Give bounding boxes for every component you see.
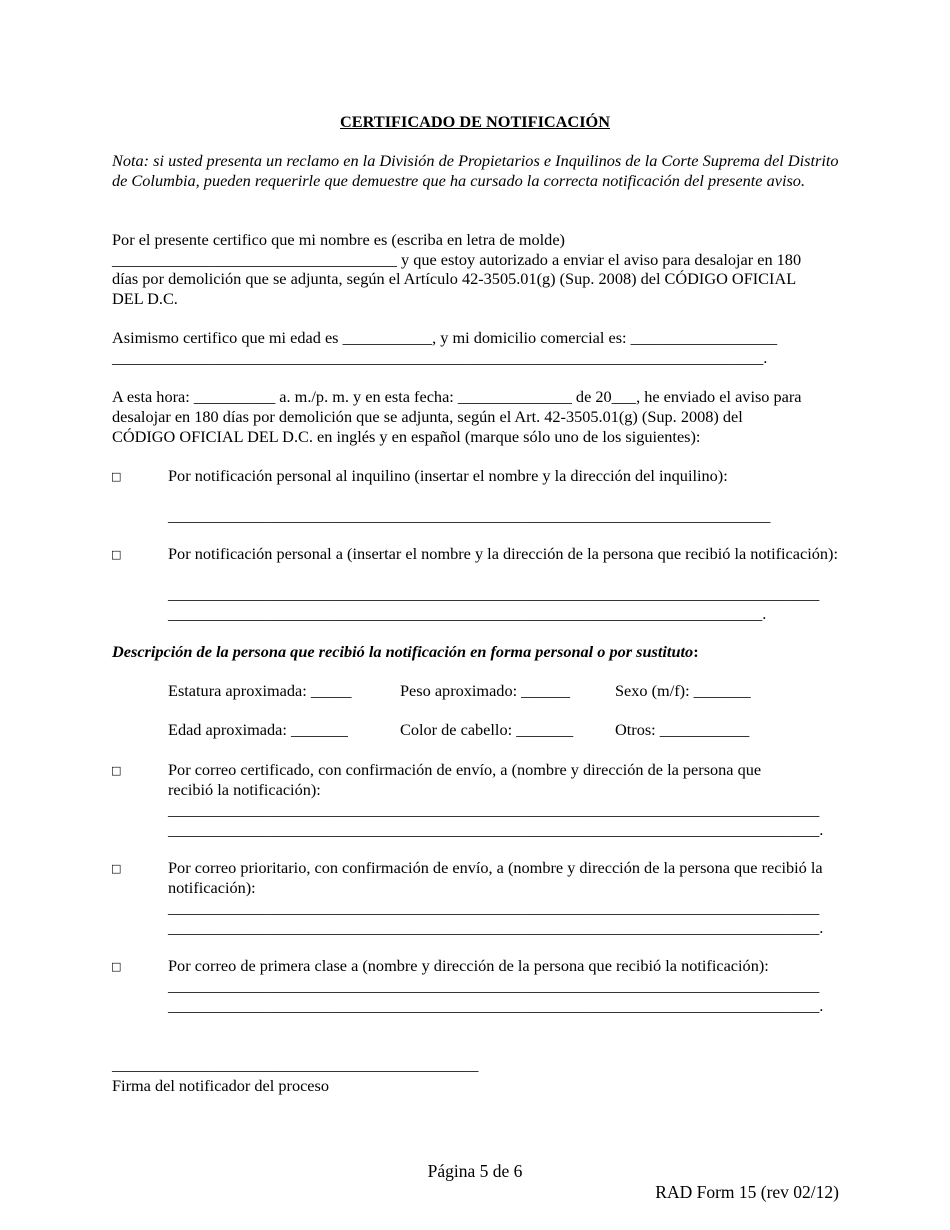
option-first-class-mail-blank-1: ________________________________________________________________________________ <box>168 976 820 995</box>
field-estatura: Estatura aproximada: _____ <box>168 681 352 700</box>
option-first-class-mail-blank-2: ________________________________________________________________________________. <box>168 996 824 1015</box>
time-date-line-2: desalojar en 180 días por demolición que se adjunta, según el Art. 42-3505.01(g) (Sup. 2008) del <box>112 407 743 426</box>
certify-name-line-4: DEL D.C. <box>112 289 178 308</box>
option-personal-tenant-label: Por notificación personal al inquilino (insertar el nombre y la dirección del inquilino): <box>168 466 728 485</box>
option-personal-other-blank-2: _________________________________________________________________________. <box>168 604 767 623</box>
checkbox-certified-mail[interactable]: □ <box>111 764 122 777</box>
page-number: Página 5 de 6 <box>427 1161 523 1181</box>
signature-label: Firma del notificador del proceso <box>112 1076 330 1095</box>
certify-age-line-2: ________________________________________________________________________________. <box>112 348 768 367</box>
field-sexo: Sexo (m/f): _______ <box>615 681 751 700</box>
option-personal-other-label: Por notificación personal a (insertar el nombre y la dirección de la persona que recibió la notificación): <box>168 544 838 563</box>
certify-name-line-2: ___________________________________ y que estoy autorizado a enviar el aviso para desalojar en 180 <box>112 250 802 269</box>
description-heading-text: Descripción de la persona que recibió la notificación en forma personal o por sustituto <box>112 642 694 661</box>
option-personal-tenant-blank: __________________________________________________________________________ <box>168 506 771 525</box>
description-heading <box>112 642 699 662</box>
form-id: RAD Form 15 (rev 02/12) <box>655 1182 839 1202</box>
field-peso: Peso aproximado: ______ <box>400 681 571 700</box>
field-otros: Otros: ___________ <box>615 720 750 739</box>
time-date-line-3: CÓDIGO OFICIAL DEL D.C. en inglés y en español (marque sólo uno de los siguientes): <box>112 427 701 446</box>
checkbox-personal-other[interactable]: □ <box>111 548 122 561</box>
option-priority-mail-blank-1: ________________________________________________________________________________ <box>168 898 820 917</box>
certify-age-line-1: Asimismo certifico que mi edad es ___________, y mi domicilio comercial es: __________________ <box>112 328 778 347</box>
note-paragraph: Nota: si usted presenta un reclamo en la División de Propietarios e Inquilinos de la Corte Suprema del Distrito de Columbia, pueden requerirle que demuestre que ha cursado la correcta notificación del presente aviso. <box>112 151 839 190</box>
description-heading-colon: : <box>693 642 699 661</box>
field-cabello: Color de cabello: _______ <box>400 720 574 739</box>
time-date-line-1: A esta hora: __________ a. m./p. m. y en esta fecha: ______________ de 20___, he enviado el aviso para <box>112 387 802 406</box>
option-priority-mail-blank-2: ________________________________________________________________________________. <box>168 918 824 937</box>
checkbox-priority-mail[interactable]: □ <box>111 862 122 875</box>
certify-name-line-1: Por el presente certifico que mi nombre es (escriba en letra de molde) <box>112 230 565 249</box>
checkbox-personal-tenant[interactable]: □ <box>111 470 122 483</box>
signature-line: _____________________________________________ <box>112 1055 479 1074</box>
option-priority-mail-label: Por correo prioritario, con confirmación de envío, a (nombre y dirección de la persona que recibió la notificación): <box>168 858 823 897</box>
field-edad: Edad aproximada: _______ <box>168 720 348 739</box>
option-certified-mail-label: Por correo certificado, con confirmación de envío, a (nombre y dirección de la persona que recibió la notificación): <box>168 760 762 799</box>
option-personal-other-blank-1: ________________________________________________________________________________ <box>168 584 820 603</box>
option-certified-mail-blank-2: ________________________________________________________________________________. <box>168 820 824 839</box>
checkbox-first-class-mail[interactable]: □ <box>111 960 122 973</box>
option-certified-mail-blank-1: ________________________________________________________________________________ <box>168 800 820 819</box>
page-title: CERTIFICADO DE NOTIFICACIÓN <box>340 112 610 131</box>
option-first-class-mail-label: Por correo de primera clase a (nombre y dirección de la persona que recibió la notificación): <box>168 956 769 975</box>
certify-name-line-3: días por demolición que se adjunta, según el Artículo 42-3505.01(g) (Sup. 2008) del CÓDIGO OFICIAL <box>112 269 797 288</box>
